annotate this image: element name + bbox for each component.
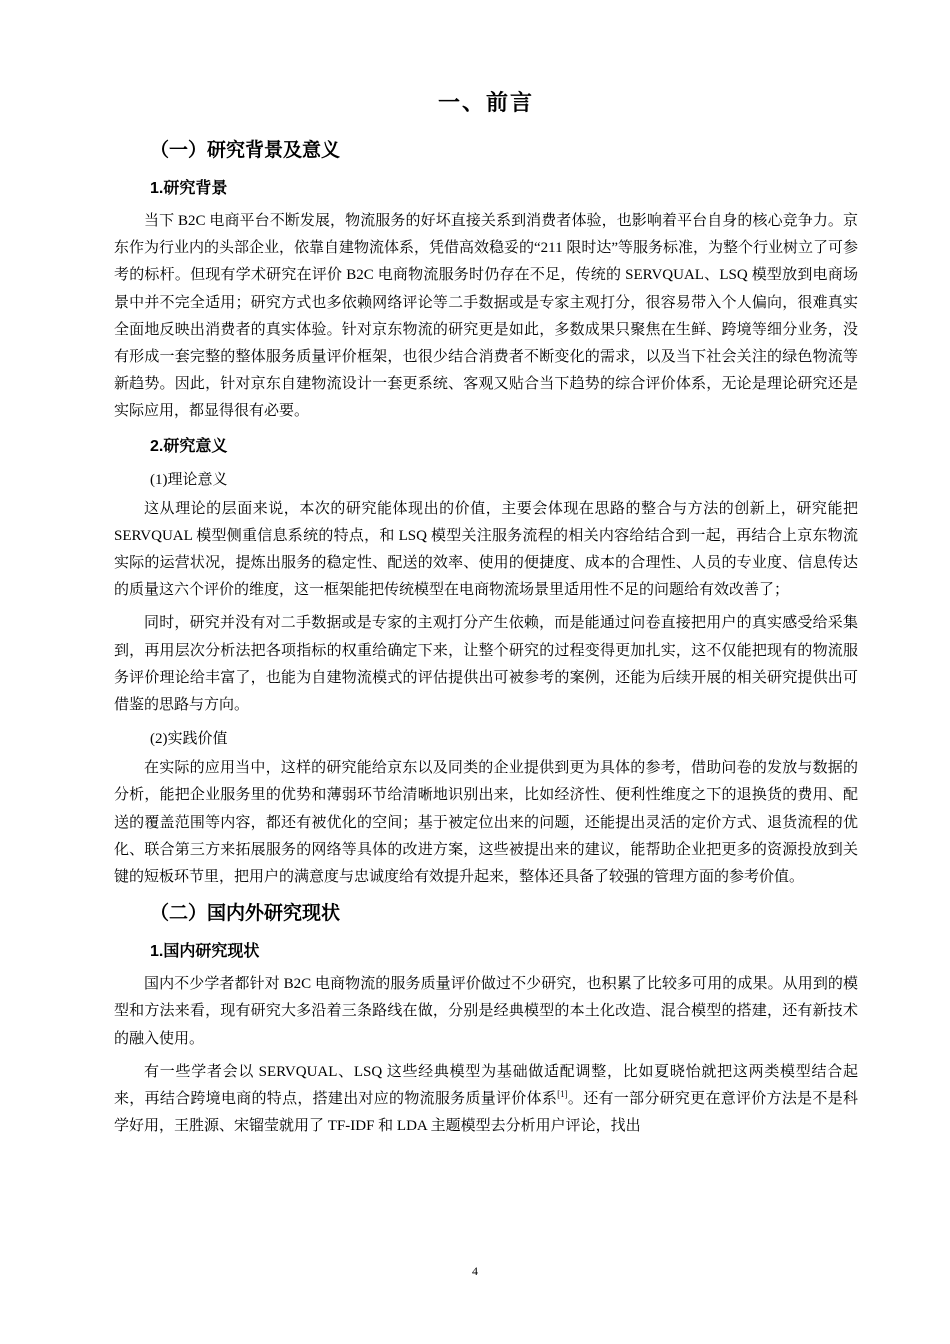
citation-reference: [1]: [557, 1089, 568, 1100]
subsection-heading-domestic-status: 1.国内研究现状: [150, 943, 260, 961]
section-heading-research-status: （二）国内外研究现状: [150, 903, 341, 925]
paragraph-domestic-status-1: 国内不少学者都针对 B2C 电商物流的服务质量评价做过不少研究，也积累了比较多可用的成果。从用到的模型和方法来看，现有研究大多沿着三条路线在做，分别是经典模型的本土化改造、混合模型的搭建，还有新技术的融入使用。: [114, 976, 858, 1047]
paragraph-domestic-status-2: [114, 1059, 858, 1141]
subsection-heading-research-background: 1.研究背景: [150, 180, 228, 197]
paragraph-theoretical-significance-1: 这从理论的层面来说，本次的研究能体现出的价值，主要会体现在思路的整合与方法的创新上，研究能把 SERVQUAL 模型侧重信息系统的特点，和 LSQ 模型关注服务流程的相关内容给结合到一起，再结合上京东物流实际的运营状况，提炼出服务的稳定性、配送的效率、使用的便捷度、成本的合理性、人员的专业度、信息传达的质量这六个评价的维度，这一框架能把传统模型在电商物流场景里适用性不足的问题给有效改善了；: [114, 500, 858, 599]
subsection-heading-research-significance: 2.研究意义: [150, 437, 228, 455]
paragraph-domestic-status-2-text-b: 。还有一部分研究更在意评价方法是不是科学好用，王胜源、宋镏莹就用了 TF-IDF 和 LDA 主题模型去分析用户评论，找出: [114, 1091, 858, 1135]
page-content: [114, 86, 858, 1146]
paragraph-research-background: 当下 B2C 电商平台不断发展，物流服务的好坏直接关系到消费者体验，也影响着平台自身的核心竞争力。京东作为行业内的头部企业，依靠自建物流体系，凭借高效稳妥的“211 限时达”等服务标准，为整个行业树立了可参考的标杆。但现有学术研究在评价 B2C 电商物流服务时仍存在不足，传统的 SERVQUAL、LSQ 模型放到电商场景中并不完全适用；研究方式也多依赖网络评论等二手数据或是专家主观打分，很容易带入个人偏向，很难真实全面地反映出消费者的真实体验。针对京东物流的研究更是如此，多数成果只聚焦在生鲜、跨境等细分业务，没有形成一套完整的整体服务质量评价框架，也很少结合消费者不断变化的需求，以及当下社会关注的绿色物流等新趋势。因此，针对京东自建物流设计一套更系统、客观又贴合当下趋势的综合评价体系，无论是理论研究还是实际应用，都显得很有必要。: [114, 213, 859, 420]
heading-theoretical-significance: (1)理论意义: [150, 471, 228, 488]
paragraph-domestic-status-2-text-a: 有一些学者会以 SERVQUAL、LSQ 这些经典模型为基础做适配调整，比如夏晓怡就把这两类模型结合起来，再结合跨境电商的特点，搭建出对应的物流服务质量评价体系: [114, 1063, 858, 1108]
paragraph-practical-value: 在实际的应用当中，这样的研究能给京东以及同类的企业提供到更为具体的参考，借助问卷的发放与数据的分析，能把企业服务里的优势和薄弱环节给清晰地识别出来，比如经济性、便利性维度之下的退换货的费用、配送的覆盖范围等内容，都还有被优化的空间；基于被定位出来的问题，还能提出灵活的定价方式、退货流程的优化、联合第三方来拓展服务的网络等具体的改进方案，这些被提出来的建议，能帮助企业把更多的资源投放到关键的短板环节里，把用户的满意度与忠诚度给有效提升起来，整体还具备了较强的管理方面的参考价值。: [114, 760, 858, 886]
section-heading-background: （一）研究背景及意义: [150, 140, 341, 161]
chapter-title: 一、前言: [437, 90, 534, 115]
paragraph-theoretical-significance-2: 同时，研究并没有对二手数据或是专家的主观打分产生依赖，而是能通过问卷直接把用户的真实感受给采集到，再用层次分析法把各项指标的权重给确定下来，让整个研究的过程变得更加扎实，这不仅能把现有的物流服务评价理论给丰富了，也能为自建物流模式的评估提供出可被参考的案例，还能为后续开展的相关研究提供出可借鉴的思路与方向。: [114, 615, 858, 714]
heading-practical-value: (2)实践价值: [150, 731, 228, 748]
page-number: 4: [472, 1264, 478, 1278]
